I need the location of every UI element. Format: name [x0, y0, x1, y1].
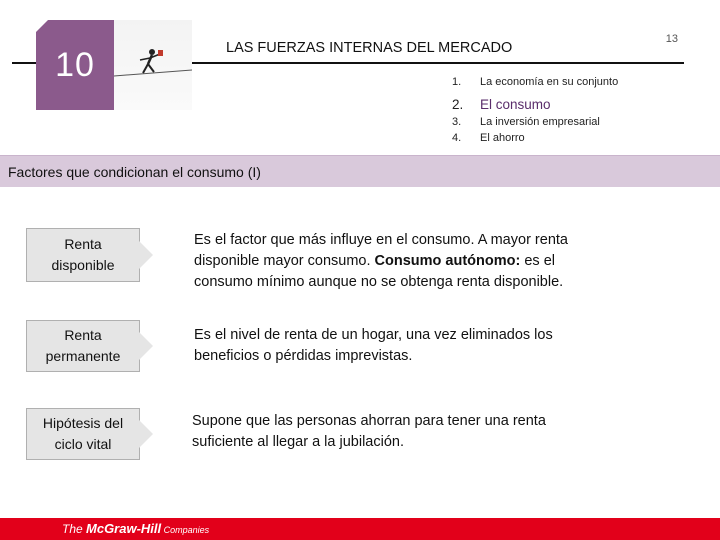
factor-label-line: ciclo vital — [54, 436, 112, 452]
topic-number: 1. — [452, 76, 462, 88]
page-title: LAS FUERZAS INTERNAS DEL MERCADO — [226, 40, 513, 56]
factor-label-line: Hipótesis del — [42, 415, 124, 431]
description-line: Es el factor que más influye en el consumo. A mayor renta — [194, 232, 568, 248]
tightrope-walker-icon — [114, 20, 192, 110]
factor-description — [194, 230, 568, 293]
chapter-badge-notch — [36, 20, 48, 32]
description-line: Es el nivel de renta de un hogar, una vez eliminados los — [194, 327, 553, 343]
description-text: es el — [520, 253, 556, 269]
topic-number: 4. — [452, 132, 462, 144]
topic-item-active — [452, 92, 618, 116]
factor-label-line: permanente — [45, 348, 121, 364]
arrow-right-icon — [139, 332, 153, 360]
arrow-right-icon — [139, 420, 153, 448]
factor-label-line: disponible — [51, 257, 115, 273]
logo-prefix: The — [62, 522, 87, 536]
chapter-image — [114, 20, 192, 110]
factor-label-line: Renta — [64, 327, 102, 343]
factor-label-line: Renta — [64, 236, 102, 252]
topic-number: 2. — [452, 96, 464, 112]
description-text: disponible mayor consumo. — [194, 253, 375, 269]
description-line: Supone que las personas ahorran para tener una renta — [192, 413, 546, 429]
description-line — [194, 251, 568, 272]
factor-description — [192, 411, 546, 453]
section-header — [0, 155, 720, 187]
factor-label-ciclo-vital — [26, 408, 140, 460]
page-number: 13 — [665, 33, 678, 45]
description-line: suficiente al llegar a la jubilación. — [192, 434, 404, 450]
topic-item — [452, 76, 618, 92]
logo-main: McGraw-Hill — [86, 521, 162, 536]
topic-label: El consumo — [480, 96, 551, 112]
logo-suffix: Companies — [161, 525, 210, 535]
factor-description — [194, 325, 553, 367]
topic-label: El ahorro — [480, 132, 525, 144]
factor-label-renta-permanente — [26, 320, 140, 372]
factor-label-renta-disponible — [26, 228, 140, 282]
section-title: Factores que condicionan el consumo (I) — [8, 164, 261, 180]
topic-item — [452, 116, 618, 132]
consumo-autonomo-term: Consumo autónomo: — [374, 253, 521, 269]
publisher-logo — [62, 521, 209, 536]
description-line: beneficios o pérdidas imprevistas. — [194, 348, 413, 364]
topic-label: La economía en su conjunto — [480, 76, 619, 88]
description-line: consumo mínimo aunque no se obtenga renta disponible. — [194, 274, 564, 290]
footer-bar — [0, 518, 720, 540]
topics-list — [452, 76, 618, 148]
chapter-badge — [36, 20, 114, 110]
topic-item — [452, 132, 618, 148]
topic-number: 3. — [452, 116, 462, 128]
chapter-number: 10 — [55, 46, 95, 84]
arrow-right-icon — [139, 241, 153, 269]
topic-label: La inversión empresarial — [480, 116, 600, 128]
